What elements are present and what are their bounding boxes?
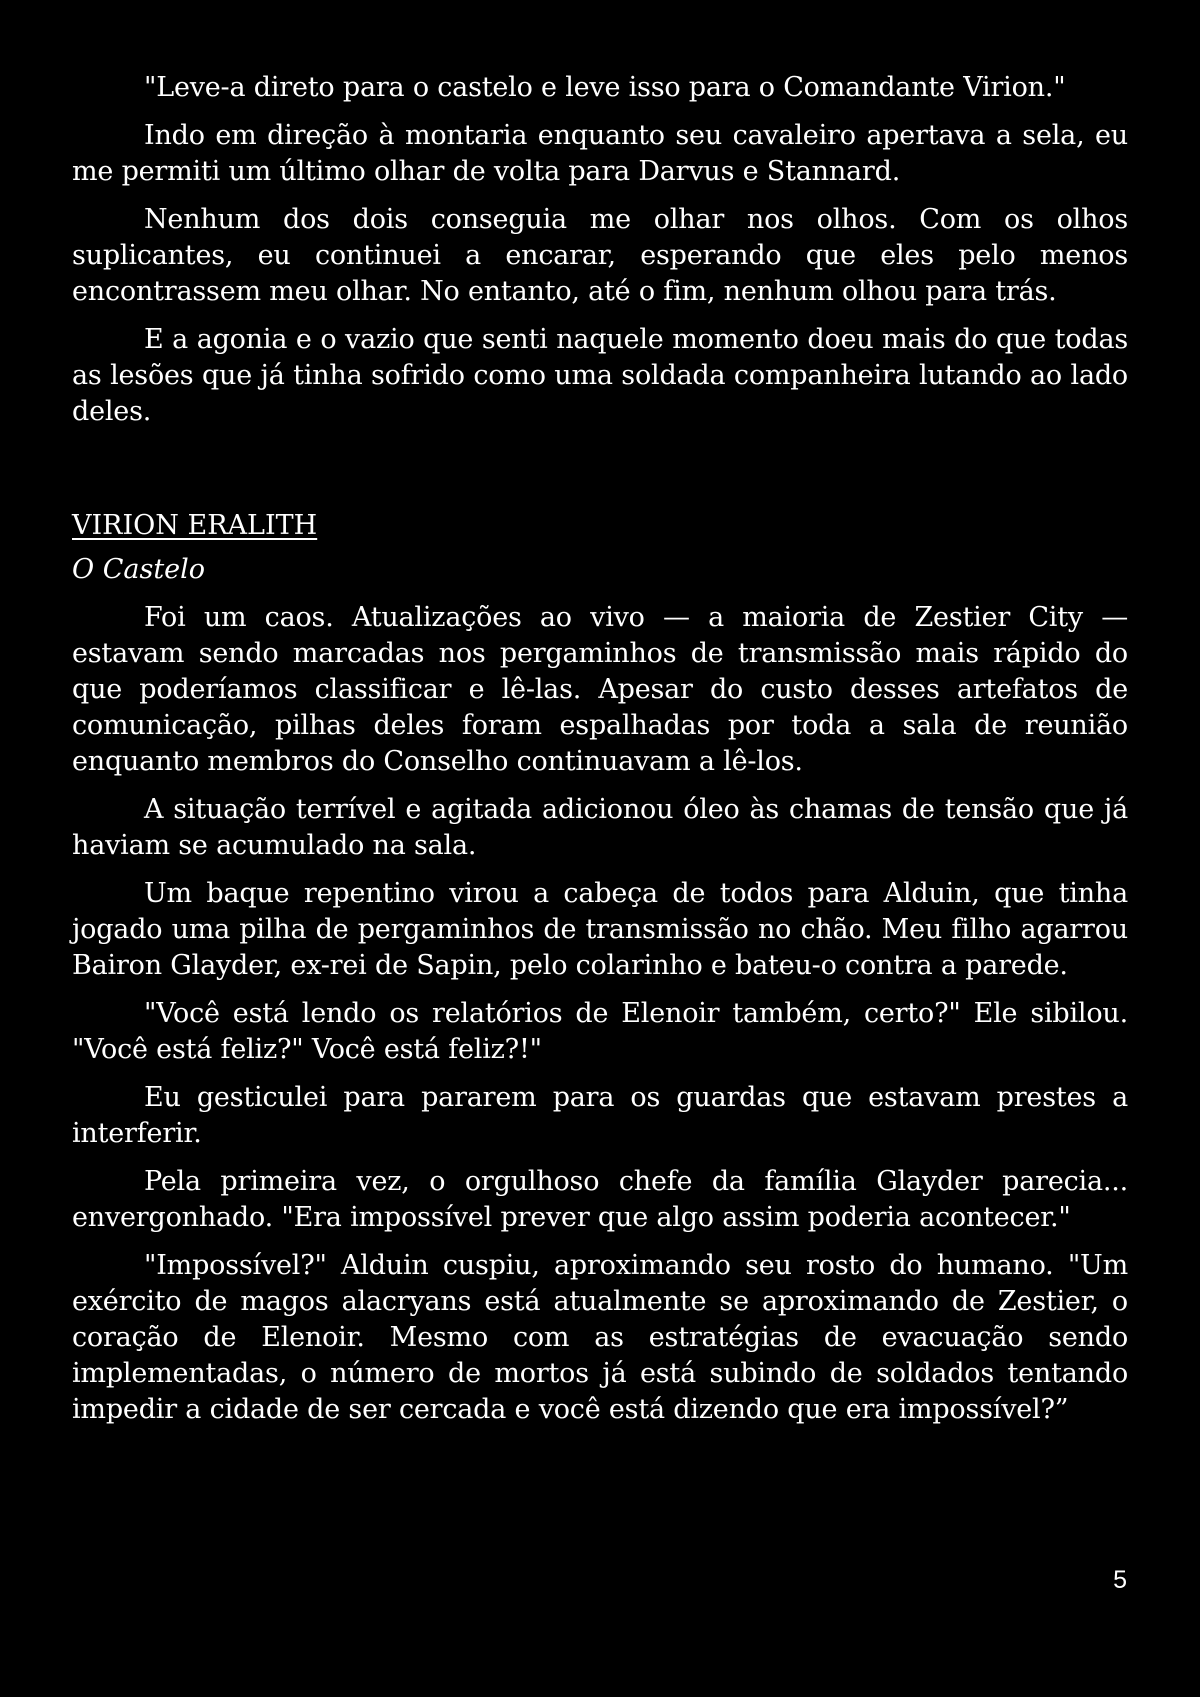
- paragraph: Um baque repentino virou a cabeça de todos para Alduin, que tinha jogado uma pilha de pergaminhos de transmissão no chão. Meu filho agarrou Bairon Glayder, ex-rei de Sapin, pelo colarinho e bateu-o contra a parede.: [72, 878, 1128, 981]
- paragraph: E a agonia e o vazio que senti naquele momento doeu mais do que todas as lesões que já tinha sofrido como uma soldada companheira lutando ao lado deles.: [72, 324, 1128, 427]
- section-heading: VIRION ERALITH: [72, 510, 318, 541]
- paragraph: Foi um caos. Atualizações ao vivo — a maioria de Zestier City — estavam sendo marcadas nos pergaminhos de transmissão mais rápido do que poderíamos classificar e lê-las. Apesar do custo desses artefatos de comunicação, pilhas deles foram espalhadas por toda a sala de reunião enquanto membros do Conselho continuavam a lê-los.: [72, 602, 1128, 777]
- paragraph: Eu gesticulei para pararem para os guardas que estavam prestes a interferir.: [72, 1082, 1128, 1149]
- paragraph: Pela primeira vez, o orgulhoso chefe da família Glayder parecia... envergonhado. "Era impossível prever que algo assim poderia acontecer.": [72, 1166, 1128, 1233]
- paragraph: Nenhum dos dois conseguia me olhar nos olhos. Com os olhos suplicantes, eu continuei a encarar, esperando que eles pelo menos encontrassem meu olhar. No entanto, até o fim, nenhum olhou para trás.: [72, 204, 1128, 307]
- paragraph: "Impossível?" Alduin cuspiu, aproximando seu rosto do humano. "Um exército de magos alacryans está atualmente se aproximando de Zestier, o coração de Elenoir. Mesmo com as estratégias de evacuação sendo implementadas, o número de mortos já está subindo de soldados tentando impedir a cidade de ser cercada e você está dizendo que era impossível?”: [72, 1250, 1128, 1425]
- section-subheading: O Castelo: [72, 554, 206, 585]
- paragraph: "Você está lendo os relatórios de Elenoir também, certo?" Ele sibilou. "Você está feliz?" Você está feliz?!": [72, 998, 1128, 1065]
- paragraph: A situação terrível e agitada adicionou óleo às chamas de tensão que já haviam se acumulado na sala.: [72, 794, 1128, 861]
- paragraph: Indo em direção à montaria enquanto seu cavaleiro apertava a sela, eu me permiti um último olhar de volta para Darvus e Stannard.: [72, 120, 1128, 187]
- paragraph: "Leve-a direto para o castelo e leve isso para o Comandante Virion.": [144, 72, 1066, 103]
- page-number: 5: [1113, 1566, 1127, 1594]
- document-page: [72, 70, 1128, 1440]
